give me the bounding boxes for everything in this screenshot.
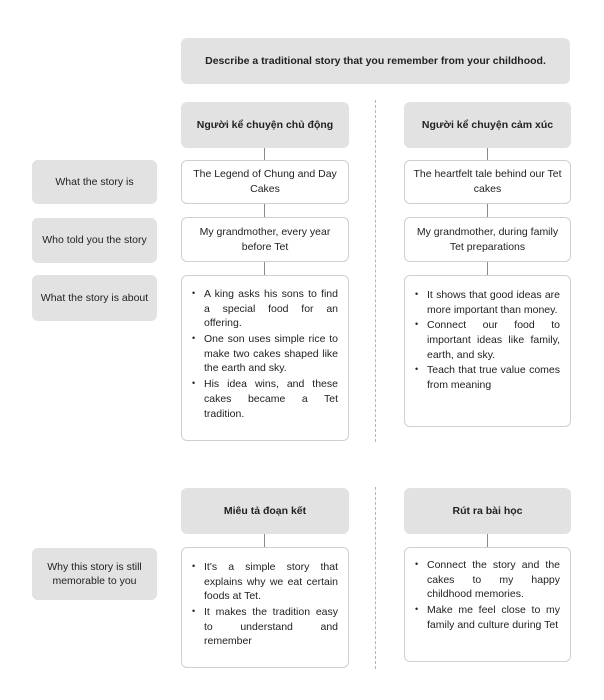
row-label-what-about: What the story is about xyxy=(32,275,157,321)
row-label-what-story-is: What the story is xyxy=(32,160,157,204)
ending-description-card xyxy=(181,547,349,668)
storyteller-card: My grandmother, during family Tet preparations xyxy=(404,217,571,262)
diagram-title: Describe a traditional story that you remember from your childhood. xyxy=(181,38,570,84)
story-name-card: The heartfelt tale behind our Tet cakes xyxy=(404,160,571,204)
column-header-active-narrator: Người kể chuyện chủ động xyxy=(181,102,349,148)
connector-line xyxy=(264,262,265,275)
list-item: • It makes the tradition easy to understand and remember xyxy=(204,605,338,649)
list-item: • His idea wins, and these cakes became a Tet tradition. xyxy=(204,377,338,421)
column-header-emotional-narrator: Người kể chuyện cảm xúc xyxy=(404,102,571,148)
section-header-lesson: Rút ra bài học xyxy=(404,488,571,534)
column-separator-top xyxy=(375,100,376,442)
connector-line xyxy=(487,148,488,160)
list-item: • Connect our food to important ideas like family, earth, and sky. xyxy=(427,318,560,362)
connector-line xyxy=(487,534,488,547)
column-separator-bottom xyxy=(375,487,376,669)
connector-line xyxy=(487,262,488,275)
list-item: • Connect the story and the cakes to my happy childhood memories. xyxy=(427,558,560,602)
lesson-card xyxy=(404,547,571,662)
list-item: • Teach that true value comes from meaning xyxy=(427,363,560,392)
story-summary-card xyxy=(181,275,349,441)
connector-line xyxy=(264,204,265,217)
row-label-why-memorable: Why this story is still memorable to you xyxy=(32,548,157,600)
story-summary-card xyxy=(404,275,571,427)
list-item: • It shows that good ideas are more important than money. xyxy=(427,288,560,317)
connector-line xyxy=(487,204,488,217)
connector-line xyxy=(264,534,265,547)
list-item: • It's a simple story that explains why we eat certain foods at Tet. xyxy=(204,560,338,604)
row-label-who-told: Who told you the story xyxy=(32,218,157,263)
list-item: • A king asks his sons to find a special food for an offering. xyxy=(204,287,338,331)
storyteller-card: My grandmother, every year before Tet xyxy=(181,217,349,262)
list-item: • Make me feel close to my family and culture during Tet xyxy=(427,603,560,632)
connector-line xyxy=(264,148,265,160)
section-header-ending: Miêu tả đoạn kết xyxy=(181,488,349,534)
story-name-card: The Legend of Chung and Day Cakes xyxy=(181,160,349,204)
list-item: • One son uses simple rice to make two cakes shaped like the earth and sky. xyxy=(204,332,338,376)
